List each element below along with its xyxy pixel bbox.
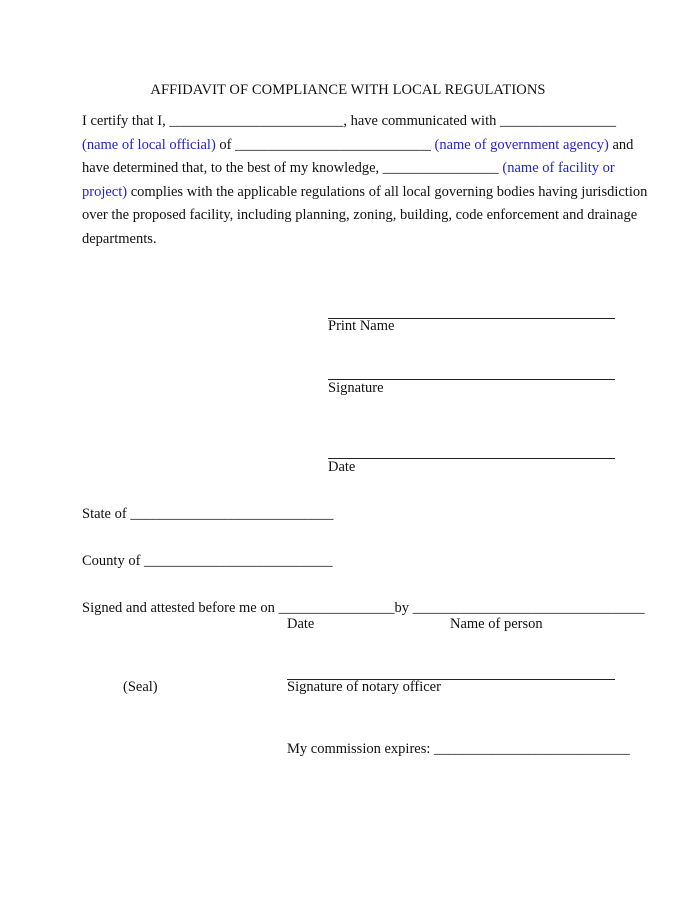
- print-name-label: Print Name: [328, 318, 395, 334]
- seal-label: (Seal): [123, 679, 158, 695]
- document-title: AFFIDAVIT OF COMPLIANCE WITH LOCAL REGULATIONS: [150, 82, 546, 98]
- paragraph-line-3: [82, 157, 622, 181]
- signature-label: Signature: [328, 380, 384, 396]
- attested-name-caption: Name of person: [450, 616, 543, 632]
- date-line[interactable]: [328, 458, 615, 459]
- commission-expires-field[interactable]: My commission expires: ___________________________: [287, 741, 630, 757]
- notary-signature-label: Signature of notary officer: [287, 679, 441, 695]
- facility-hint: (name of facility or: [502, 160, 615, 177]
- paragraph-line-4: [82, 181, 648, 205]
- government-agency-hint: (name of government agency): [434, 136, 609, 153]
- local-official-hint: (name of local official): [82, 136, 216, 153]
- agency-blank-text: of ___________________________: [215, 136, 435, 153]
- attested-date-caption: Date: [287, 616, 315, 632]
- paragraph-line-5: over the proposed facility, including planning, zoning, building, code enforcement and drainage: [82, 207, 638, 224]
- paragraph-line-6: departments.: [82, 230, 157, 247]
- attested-field[interactable]: Signed and attested before me on ________________by ________________________________: [82, 600, 645, 616]
- project-hint: project): [82, 183, 128, 200]
- date-label: Date: [328, 459, 356, 475]
- county-field[interactable]: County of __________________________: [82, 553, 333, 569]
- certification-paragraph: [82, 110, 648, 252]
- complies-text: complies with the applicable regulations of all local governing bodies having jurisdiction: [127, 183, 648, 200]
- state-field[interactable]: State of ____________________________: [82, 506, 334, 522]
- paragraph-line-2: [82, 134, 634, 158]
- determined-text: have determined that, to the best of my knowledge, ________________: [82, 160, 503, 177]
- certify-text: I certify that I, ________________________, have communicated with ________________: [82, 113, 616, 129]
- paragraph-line-1: [82, 110, 622, 134]
- and-text: and: [608, 136, 634, 153]
